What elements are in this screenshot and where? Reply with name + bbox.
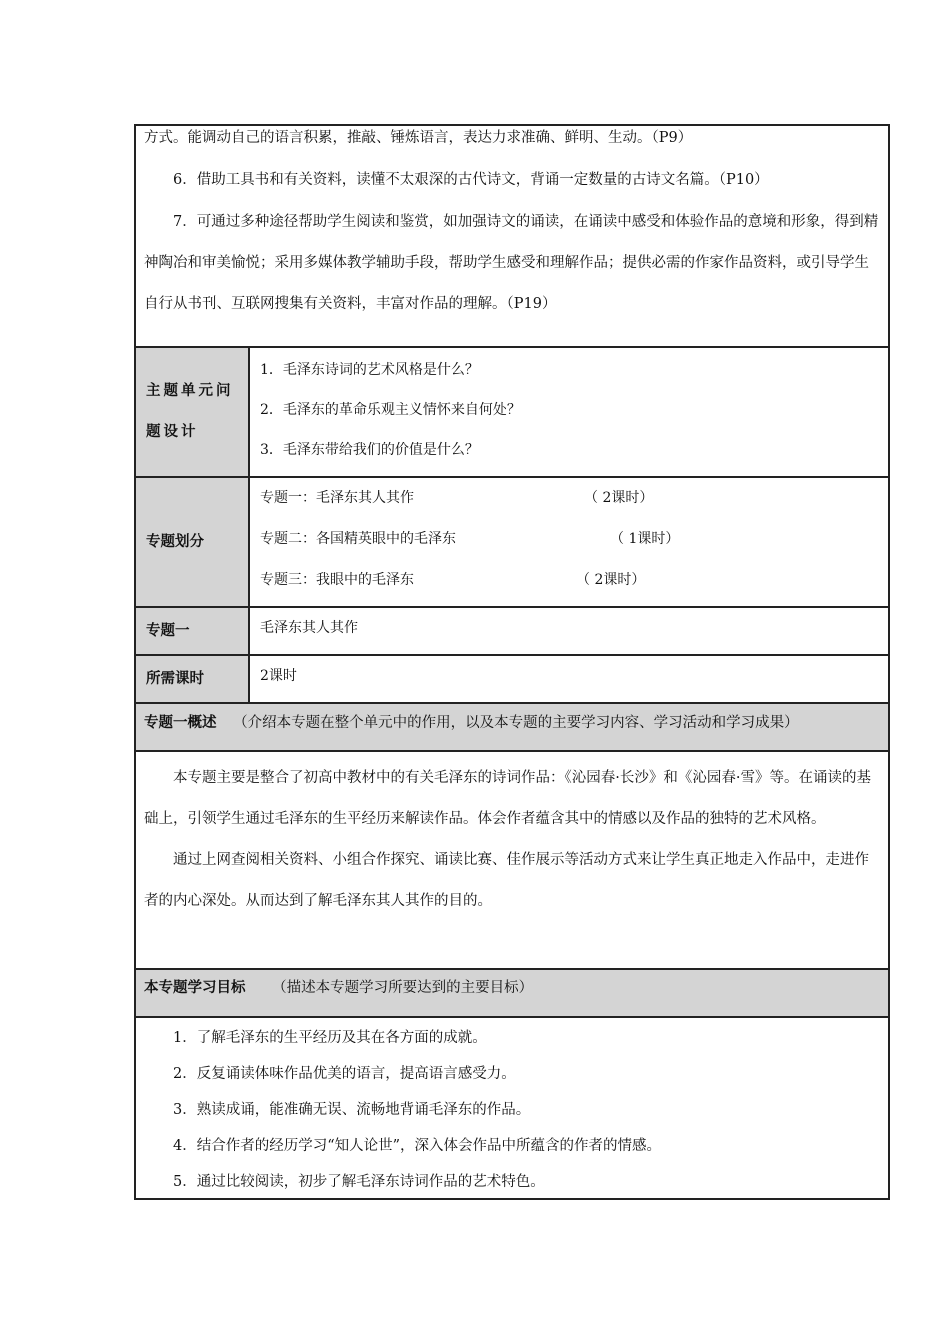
goal-item: 1．了解毛泽东的生平经历及其在各方面的成就。 <box>173 1030 487 1046</box>
overview-paragraph: 本专题主要是整合了初高中教材中的有关毛泽东的诗词作品：《沁园春·长沙》和《沁园春·雪》等。在诵读的基础上，引领学生通过毛泽东的生平经历来解读作品。体会作者蕴含其中的情感以及作品的独特的艺术风格。 <box>144 770 871 827</box>
goal-item: 5．通过比较阅读，初步了解毛泽东诗词作品的艺术特色。 <box>173 1174 545 1190</box>
question-design-label: 主题单元问题设计 <box>136 348 250 476</box>
question-item: 2．毛泽东的革命乐观主义情怀来自何处？ <box>260 402 521 418</box>
goals-header <box>136 968 888 1016</box>
standards-paragraph: 7．可通过多种途径帮助学生阅读和鉴赏，如加强诗文的诵读，在诵读中感受和体验作品的意境和形象，得到精神陶冶和审美愉悦；采用多媒体教学辅助手段，帮助学生感受和理解作品；提供必需的作家作品资料，或引导学生自行从书刊、互联网搜集有关资料，丰富对作品的理解。（P19） <box>144 214 879 312</box>
topic-hours: （ 2课时） <box>576 572 646 588</box>
overview-title: 专题一概述 <box>144 715 217 731</box>
hours-row <box>136 654 888 702</box>
standards-paragraph: 方式。能调动自己的语言积累，推敲、锤炼语言，表达力求准确、鲜明、生动。（P9） <box>144 130 693 146</box>
hours-label: 所需课时 <box>136 656 250 702</box>
goal-item: 4．结合作者的经历学习“知人论世”，深入体会作品中所蕴含的作者的情感。 <box>173 1138 662 1154</box>
topic-item <box>260 519 878 560</box>
question-item: 1．毛泽东诗词的艺术风格是什么？ <box>260 362 479 378</box>
question-item: 3．毛泽东带给我们的价值是什么？ <box>260 442 479 458</box>
topic-name: 专题三：我眼中的毛泽东 <box>260 572 414 588</box>
topic-item <box>260 478 878 519</box>
topic-one-label: 专题一 <box>136 608 250 654</box>
topic-list <box>250 478 888 606</box>
standards-paragraph: 6．借助工具书和有关资料，读懂不太艰深的古代诗文，背诵一定数量的古诗文名篇。（P10） <box>173 172 769 188</box>
goal-item: 2．反复诵读体味作品优美的语言，提高语言感受力。 <box>173 1066 516 1082</box>
overview-body <box>136 750 888 968</box>
topic-division-label: 专题划分 <box>136 478 250 606</box>
overview-hint: （介绍本专题在整个单元中的作用，以及本专题的主要学习内容、学习活动和学习成果） <box>233 715 799 731</box>
topic-hours: （ 2课时） <box>584 490 654 506</box>
goal-item: 3．熟读成诵，能准确无误、流畅地背诵毛泽东的作品。 <box>173 1102 531 1118</box>
topic-division-row <box>136 476 888 606</box>
topic-one-row <box>136 606 888 654</box>
lesson-plan-table <box>134 124 890 1200</box>
topic-hours: （ 1课时） <box>610 531 680 547</box>
question-design-row <box>136 346 888 476</box>
hours-value: 2课时 <box>260 668 297 684</box>
question-list <box>250 348 888 476</box>
topic-item <box>260 560 878 601</box>
topic-name: 专题一：毛泽东其人其作 <box>260 490 414 506</box>
overview-header <box>136 702 888 750</box>
standards-section <box>136 124 888 346</box>
goals-hint: （描述本专题学习所要达到的主要目标） <box>272 980 534 996</box>
topic-one-value: 毛泽东其人其作 <box>260 620 358 636</box>
topic-name: 专题二：各国精英眼中的毛泽东 <box>260 531 456 547</box>
goals-body <box>136 1016 888 1200</box>
goals-title: 本专题学习目标 <box>144 980 246 996</box>
overview-paragraph: 通过上网查阅相关资料、小组合作探究、诵读比赛、佳作展示等活动方式来让学生真正地走入作品中，走进作者的内心深处。从而达到了解毛泽东其人其作的目的。 <box>144 852 869 909</box>
